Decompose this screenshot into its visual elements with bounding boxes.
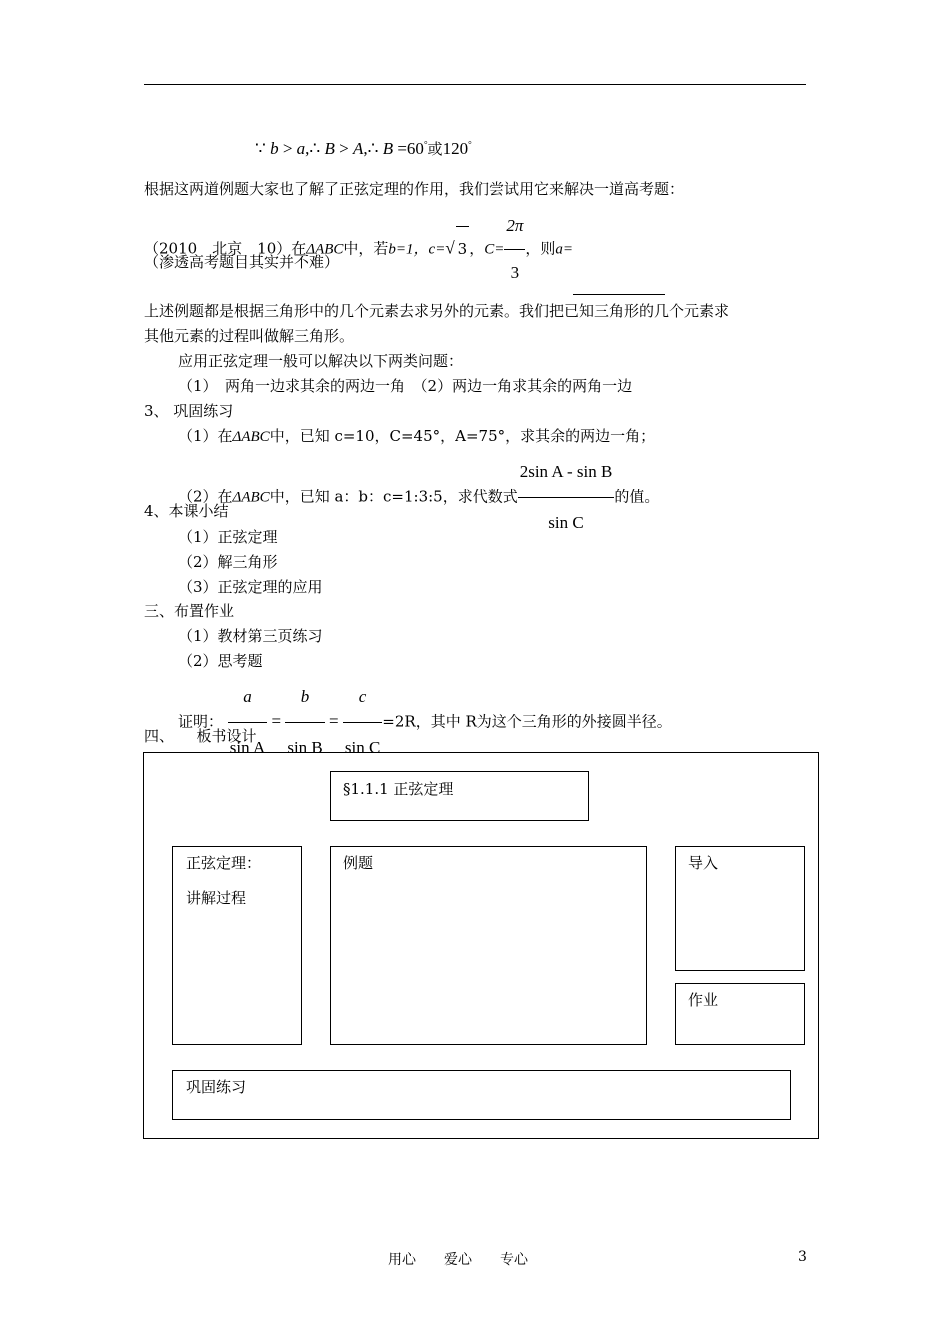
comma: ， — [469, 239, 485, 258]
paragraph-definition-2: 其他元素的过程叫做解三角形。 — [144, 327, 355, 345]
ex1-prefix: （1）在 — [178, 427, 233, 445]
ex2-prefix: （2）在 — [178, 487, 233, 506]
proof-prefix: 证明： — [178, 712, 224, 731]
board-bottom-label: 巩固练习 — [186, 1078, 247, 1096]
therefore-symbol: ,∴ — [363, 139, 379, 158]
var-b: b — [270, 139, 279, 158]
problem-types: （1） 两角一边求其余的两边一角 （2）两边一角求其余的两角一边 — [178, 377, 633, 395]
therefore-symbol: ,∴ — [305, 139, 321, 158]
paragraph-intro: 根据这两道例题大家也了解了正弦定理的作用，我们尝试用它来解决一道高考题： — [144, 180, 685, 198]
frac-den: sin B — [287, 738, 323, 757]
frac-num: 2π — [504, 204, 525, 250]
paragraph-application: 应用正弦定理一般可以解决以下两类问题： — [178, 352, 464, 370]
note: （渗透高考题目其实并不难） — [144, 253, 340, 271]
proof-statement: 证明： $\frac{a}{\text{sin A}}$ = $\frac{b}{\text{sin B}}$ = $\frac{c}{\text{sin C}}$ =2R，其中 R为这个三角形的外接圆半径。 — [178, 673, 672, 772]
frac-den: sin C — [548, 513, 584, 532]
gt-sign: > — [334, 139, 353, 158]
board-right-top-label: 导入 — [688, 854, 719, 872]
gt-sign: > — [278, 139, 297, 158]
board-bottom-box — [172, 1070, 791, 1120]
board-center-label: 例题 — [343, 854, 374, 872]
triangle-abc: ΔABC — [232, 429, 270, 445]
c-label: c= — [428, 241, 446, 258]
ex2-text: 中，已知 a：b：c=1:3:5，求代数式 — [269, 487, 518, 506]
frac-den: sin C — [344, 738, 381, 757]
board-left-line1: 正弦定理： — [186, 854, 262, 872]
homework-item: （2）思考题 — [178, 652, 263, 670]
proof-suffix: =2R，其中 R为这个三角形的外接圆半径。 — [382, 712, 672, 731]
equals-60: =60 — [393, 139, 424, 158]
homework-title: 三、布置作业 — [144, 602, 235, 620]
exam-text: 中，若 — [343, 239, 389, 258]
var-a: a — [296, 139, 306, 158]
header-rule — [144, 84, 806, 85]
frac-den: sin A — [229, 738, 266, 757]
footer-text: 用心 爱心 专心 — [388, 1252, 528, 1268]
because-symbol: ∵ — [255, 139, 266, 158]
summary-item: （1）正弦定理 — [178, 528, 278, 546]
or-word: 或 — [427, 140, 443, 158]
sqrt-3: 3 — [456, 226, 470, 271]
section-3-title: 3、 巩固练习 — [144, 402, 234, 420]
triangle-abc: ΔABC — [232, 489, 270, 506]
board-left-line2: 讲解过程 — [186, 889, 247, 907]
var-B: B — [382, 139, 394, 158]
exam-prefix: （2010 北京 10）在 — [144, 239, 307, 258]
page-number: 3 — [798, 1249, 807, 1265]
exercise-1 — [178, 425, 655, 446]
board-section-title: 四、 板书设计 — [144, 727, 257, 745]
board-right-bottom-label: 作业 — [688, 991, 719, 1009]
board-center-box — [330, 846, 647, 1045]
frac-num: a — [228, 673, 267, 723]
exam-question: （2010 北京 10）在ΔABC中，若b=1，c=√ 3 ，C= $\frac{2\pi}{3}$ ，则a= — [144, 204, 665, 295]
frac-num: c — [343, 673, 382, 723]
var-A: A — [352, 139, 364, 158]
ex1-text: 中，已知 c=10，C=45°，A=75°，求其余的两边一角； — [269, 427, 656, 445]
frac-den: 3 — [510, 263, 520, 282]
two-pi-over-3 — [504, 204, 525, 295]
C-label: C= — [484, 241, 505, 258]
triangle-abc: ΔABC — [306, 241, 344, 258]
var-B: B — [324, 139, 335, 158]
b-value: b=1， — [388, 241, 429, 258]
frac-num: 2sin A - sin B — [518, 448, 615, 498]
exam-then: ，则 — [525, 239, 556, 258]
summary-item: （3）正弦定理的应用 — [178, 578, 323, 596]
frac-num: b — [285, 673, 324, 723]
a-label: a= — [555, 241, 574, 258]
solution-line — [255, 138, 472, 159]
expression-fraction — [518, 448, 615, 547]
ex2-suffix: 的值。 — [614, 487, 660, 506]
degree-sign: ° — [423, 139, 428, 150]
homework-item: （1）教材第三页练习 — [178, 627, 323, 645]
degree-sign: ° — [468, 139, 472, 150]
board-left-box — [172, 846, 302, 1045]
answer-blank — [573, 280, 665, 295]
value-120: 120 — [442, 139, 469, 158]
summary-item: （2）解三角形 — [178, 553, 278, 571]
section-4-title: 4、本课小结 — [144, 502, 229, 520]
paragraph-definition-1: 上述例题都是根据三角形中的几个元素去求另外的元素。我们把已知三角形的几个元素求 — [144, 302, 730, 320]
board-title: §1.1.1 正弦定理 — [343, 780, 454, 798]
